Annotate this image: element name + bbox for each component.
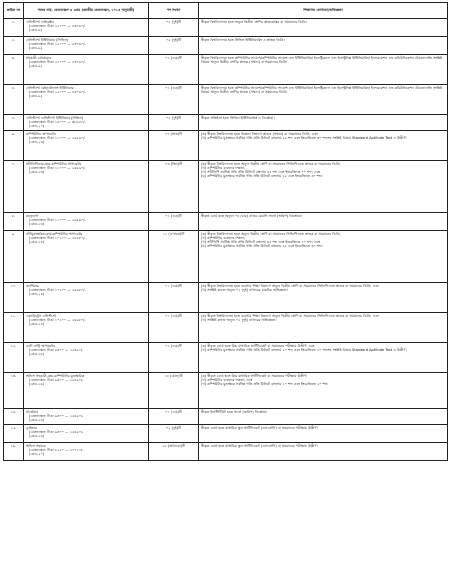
row-post-cell [24, 115, 149, 131]
pay-scale: (বেতনস্কেল: টাকা ১১০০০ — ২৬৫৯০/- [29, 217, 86, 222]
qualification-line: (গ) কম্পিউটার মুদ্রাক্ষরে সর্বনিম্ন গতি প্রতি মিনিটে বাংলায় ২০ শব্দ এবং ইংরেজিতে ২০ শব্দ। [201, 381, 329, 386]
table-row [4, 409, 448, 425]
row-post-cell [24, 313, 149, 343]
qualification-line: (ক) স্বীকৃত বিশ্ববিদ্যালয় হতে বিজ্ঞান বিভাগে স্নাতক (সম্মান) বা সমমানের ডিগ্রি; এবং [201, 131, 318, 136]
pay-scale: (বেতনস্কেল: টাকা ৯৩০০ — ২২৪৯০/- [29, 429, 84, 434]
table-row [4, 213, 448, 231]
grade: (গ্রেড-৯) [29, 27, 42, 32]
row-post-cell [24, 19, 149, 37]
row-post-cell [24, 161, 149, 213]
job-vacancy-table [3, 2, 448, 461]
qualification-line: স্বীকৃত বিশ্ববিদ্যালয় হতে কম্পিউটার সায়েন্স/কম্পিউটার সায়েন্স এন্ড ইঞ্জিনিয়ারিং/ ইলেক্ট্রিক্যাল এন্ড ইলেক্ট্রনিক্স ইঞ্জিনিয়ারিং/ ইনফরমেশন এন্ড কমিউনিকেশন টেকনোলজি সংশ্লিষ্ট বিষয়ে অন্যুন দ্বিতীয় শ্রেণির স্নাতক (সম্মান) বা সমমানের ডিগ্রি। [201, 55, 443, 64]
grade: (গ্রেড-৯) [29, 93, 42, 98]
qualification-line: (ঘ) কম্পিউটার মুদ্রাক্ষরে সর্বনিম্ন গতি প্রতি মিনিটে বাংলায় ২৫ এবং ইংরেজিতে ৩০ শব্দ। [201, 244, 323, 249]
qualification-line: (ঘ) কম্পিউটার মুদ্রাক্ষরে সর্বনিম্ন গতি প্রতি মিনিটে বাংলায় ২৫ এবং ইংরেজিতে ৩০ শব্দ। [201, 174, 323, 179]
row-serial: ৭. [4, 161, 24, 213]
qualification-line: (ক) স্বীকৃত বোর্ড হতে উচ্চ মাধ্যমিক সার্টিফিকেট বা সমমানের পরীক্ষায় উত্তীর্ণ; [201, 373, 308, 378]
post-count: ০১ (এক)টি [149, 313, 199, 343]
table-row [4, 231, 448, 283]
post-name: অফিস সহকারী-কাম-কম্পিউটার মুদ্রাক্ষরিক [26, 373, 85, 378]
qualification-line: (গ) সাঁটলিপি সর্বনিম্ন গতি প্রতি মিনিটে বাংলায় ৪৫ শব্দ এবং ইংরেজিতে ৭০ শব্দ; এবং [201, 239, 321, 244]
grade: (গ্রেড-৯) [29, 45, 42, 50]
pay-scale: (বেতনস্কেল: টাকা ১১০০০ — ২৬৫৯০/- [29, 165, 86, 170]
qualification-line: স্বীকৃত প্রতিষ্ঠান হতে সিভিল ইঞ্জিনিয়ারিং এ ডিপ্লোমা। [201, 115, 275, 120]
qualification-cell [199, 55, 448, 85]
table-header-row [4, 3, 448, 19]
post-count: ১৮ (আঠারো)টি [149, 443, 199, 461]
row-serial: ১৫. [4, 425, 24, 443]
row-serial: ১২. [4, 343, 24, 373]
row-post-cell [24, 85, 149, 115]
post-name: এসিস্ট্যান্ট ডাইরেক্টর [26, 19, 54, 24]
qualification-line: স্বীকৃত বিশ্ববিদ্যালয় হতে কম্পিউটার সায়েন্স/কম্পিউটার সায়েন্স এন্ড ইঞ্জিনিয়ারিং/ ইলেক্ট্রিক্যাল এন্ড ইলেক্ট্রনিক্স ইঞ্জিনিয়ারিং/ ইনফরমেশন এন্ড কমিউনিকেশন টেকনোলজি সংশ্লিষ্ট বিষয়ে অন্যুন দ্বিতীয় শ্রেণির স্নাতক (সম্মান) বা সমমানের ডিগ্রি। [201, 85, 443, 94]
row-post-cell [24, 213, 149, 231]
row-serial: ১৬. [4, 443, 24, 461]
post-count: ০২ (দুই)টি [149, 425, 199, 443]
row-serial: ৯. [4, 231, 24, 283]
qualification-line: (খ) কম্পিউটার মুদ্রাক্ষরে সর্বনিম্ন গতি প্রতি মিনিটে বাংলায় ২০ শব্দ এবং ইংরেজিতে ২০ শব্দসহ সংশ্লিষ্ট বিষয়ে Standard Aptitude Test এ উত্তীর্ণ। [201, 347, 407, 352]
row-post-cell [24, 231, 149, 283]
grade: (গ্রেড-১৪) [29, 239, 45, 244]
table-row [4, 373, 448, 409]
qualification-cell [199, 231, 448, 283]
table-row [4, 443, 448, 461]
row-serial: ১. [4, 19, 24, 37]
qualification-cell [199, 425, 448, 443]
grade: (গ্রেড-৯) [29, 63, 42, 68]
qualification-line: (খ) সংশ্লিষ্ট কাজে অন্যুন ০২ (দুই) বৎসরের অভিজ্ঞতা। [201, 317, 277, 322]
header-post-pay-grade: পদের নাম, বেতনস্কেল ও গ্রেড (জাতীয় বেতনস্কেল, ২০১৫ অনুযায়ী) [24, 3, 149, 19]
post-count: ০১ (এক)টি [149, 55, 199, 85]
pay-scale: (বেতনস্কেল: টাকা ১০২০০ — ২৪৬৮০/- [29, 287, 86, 292]
grade: (গ্রেড-২০) [29, 451, 45, 456]
qualification-line: স্বীকৃত বোর্ড হতে মাধ্যমিক স্কুল সার্টিফিকেট (এসএসসি) বা সমমানের পরীক্ষায় উত্তীর্ণ। [201, 443, 318, 448]
post-count: ০২ (দুই)টি [149, 19, 199, 37]
row-post-cell [24, 343, 149, 373]
qualification-line: (ক) স্বীকৃত বিশ্ববিদ্যালয় হতে অন্যুন দ্বিতীয় শ্রেণি বা সমমানের সিজিপিএতে স্নাতক বা সমমানের ডিগ্রি; [201, 231, 341, 236]
pay-scale: (বেতনস্কেল: টাকা ১০২০০ — ২৪৬৮০/- [29, 235, 86, 240]
grade: (গ্রেড-১৩) [29, 221, 45, 226]
qualification-cell [199, 313, 448, 343]
post-name: সহকারী প্রোগ্রামার [26, 55, 52, 60]
row-post-cell [24, 131, 149, 161]
post-name: একাউন্ট্স এসিস্ট্যান্ট [26, 313, 57, 318]
row-serial: ৮. [4, 213, 24, 231]
grade: (গ্রেড-১৬) [29, 433, 45, 438]
table-row [4, 37, 448, 55]
header-serial: ক্রমিক নং [4, 3, 24, 19]
row-serial: ১০. [4, 283, 24, 313]
qualification-line: (খ) কম্পিউটার মুদ্রাক্ষরে সর্বনিম্ন গতি প্রতি মিনিটে বাংলায় ২৫ শব্দ এবং ইংরেজিতে ৩০ শব্দসহ সংশ্লিষ্ট বিষয়ে Standard Aptitude Test এ উত্তীর্ণ। [201, 135, 407, 140]
post-count: ০১ (এক)টি [149, 343, 199, 373]
row-post-cell [24, 443, 149, 461]
post-name: অফিস সহায়ক [26, 443, 46, 448]
qualification-cell [199, 115, 448, 131]
qualification-line: স্বীকৃত বিশ্ববিদ্যালয় হতে অন্যুন দ্বিতীয় শ্রেণির স্নাতকোত্তর বা সমমানের ডিগ্রি। [201, 19, 307, 24]
table-row [4, 161, 448, 213]
grade: (গ্রেড-১৬) [29, 417, 45, 422]
grade: (গ্রেড-১৬) [29, 351, 45, 356]
table-row [4, 55, 448, 85]
grade: (গ্রেড-১৪) [29, 291, 45, 296]
qualification-line: স্বীকৃত বোর্ড হতে মাধ্যমিক স্কুল সার্টিফিকেট (এসএসসি) বা সমমানের পরীক্ষায় উত্তীর্ণ। [201, 425, 318, 430]
table-row [4, 283, 448, 313]
post-name: সাঁটমুদ্রাক্ষরিক-কাম-কম্পিউটার অপারেটর [26, 231, 83, 236]
qualification-line: স্বীকৃত বিশ্ববিদ্যালয় হতে সিভিল ইঞ্জিনিয়ারিং এ স্নাতক ডিগ্রি। [201, 37, 285, 42]
qualification-cell [199, 37, 448, 55]
row-serial: ২. [4, 37, 24, 55]
table-row [4, 85, 448, 115]
qualification-line: (ক) স্বীকৃত বিশ্ববিদ্যালয় হতে ব্যবসায় শিক্ষা বিভাগে অন্যুন দ্বিতীয় শ্রেণি বা সমমানের সিজিপিএতে স্নাতক বা সমমানের ডিগ্রি; এবং [201, 283, 379, 288]
post-count: ০১ (এক)টি [149, 85, 199, 115]
qualification-line: স্বীকৃত ইনস্টিটিউট হতে সার্ভে (জরিপ) ডিপ্লোমা। [201, 409, 268, 414]
post-count: ০১ (এক)টি [149, 213, 199, 231]
qualification-cell [199, 409, 448, 425]
row-post-cell [24, 283, 149, 313]
qualification-cell [199, 343, 448, 373]
grade: (গ্রেড-১৩) [29, 139, 45, 144]
grade: (গ্রেড-১০) [29, 123, 45, 128]
post-count: ০২ (দুই)টি [149, 37, 199, 55]
qualification-line: (গ) সাঁটলিপি সর্বনিম্ন গতি প্রতি মিনিটে বাংলায় ৪৫ শব্দ এবং ইংরেজিতে ৭০ শব্দ; এবং [201, 169, 321, 174]
qualification-cell [199, 213, 448, 231]
row-serial: ১৩. [4, 373, 24, 409]
qualification-cell [199, 443, 448, 461]
qualification-line: (খ) কম্পিউটার ব্যবহারে দক্ষতা; এবং [201, 377, 253, 382]
pay-scale: (বেতনস্কেল: টাকা ৮২৫০ — ২০০১০/- [29, 447, 84, 452]
qualification-line: (ক) স্বীকৃত বিশ্ববিদ্যালয় হতে ব্যবসায় শিক্ষা বিভাগে অন্যুন দ্বিতীয় শ্রেণি বা সমমানের সিজিপিএতে স্নাতক বা সমমানের ডিগ্রি; এবং [201, 313, 379, 318]
grade: (গ্রেড-১৪) [29, 321, 45, 326]
row-serial: ৫. [4, 115, 24, 131]
row-serial: ৪. [4, 85, 24, 115]
qualification-line: স্বীকৃত বোর্ড হতে অন্যুন ০৪ (চার) বৎসর মেয়াদি সার্ভে (জরিপ) ডিপ্লোমা। [201, 213, 302, 218]
post-name: কানুনগো [26, 213, 39, 218]
qualification-cell [199, 85, 448, 115]
row-serial: ৬. [4, 131, 24, 161]
qualification-line: (খ) কম্পিউটার ব্যবহারে দক্ষতা; [201, 235, 246, 240]
post-name: ড্রাইভার [26, 425, 37, 430]
row-post-cell [24, 425, 149, 443]
pay-scale: (বেতনস্কেল: টাকা ২২০০০ — ৫৩০৬০/- [29, 23, 86, 28]
post-count: ০২ (দুই)টি [149, 115, 199, 131]
post-count: ১১ (এগারো)টি [149, 231, 199, 283]
pay-scale: (বেতনস্কেল: টাকা ১১০০০ — ২৬৫৯০/- [29, 135, 86, 140]
qualification-cell [199, 19, 448, 37]
pay-scale: (বেতনস্কেল: টাকা ১৬০০০ — ৩৮৬৪০/- [29, 119, 86, 124]
pay-scale: (বেতনস্কেল: টাকা ২২০০০ — ৫৩০৬০/- [29, 41, 86, 46]
pay-scale: (বেতনস্কেল: টাকা ৯৩০০ — ২২৪৯০/- [29, 347, 84, 352]
post-name: সার্ভেয়ার [26, 409, 39, 414]
table-row [4, 313, 448, 343]
row-serial: ৩. [4, 55, 24, 85]
qualification-cell [199, 283, 448, 313]
table-row [4, 115, 448, 131]
table-row [4, 425, 448, 443]
qualification-cell [199, 373, 448, 409]
post-name: এসিস্ট্যান্ট মেইনটেন্যান্স ইঞ্জিনিয়ার [26, 85, 74, 90]
pay-scale: (বেতনস্কেল: টাকা ১০২০০ — ২৪৬৮০/- [29, 317, 86, 322]
qualification-cell [199, 161, 448, 213]
post-count: ০১ (এক)টি [149, 409, 199, 425]
pay-scale: (বেতনস্কেল: টাকা ৯৩০০ — ২২৪৯০/- [29, 377, 84, 382]
qualification-line: (খ) কম্পিউটার ব্যবহারে দক্ষতা; [201, 165, 246, 170]
post-count: ০১ (এক)টি [149, 283, 199, 313]
pay-scale: (বেতনস্কেল: টাকা ২২০০০ — ৫৩০৬০/- [29, 59, 86, 64]
row-post-cell [24, 373, 149, 409]
post-name: ডাটা এন্ট্রি অপারেটর [26, 343, 55, 348]
row-post-cell [24, 409, 149, 425]
qualification-line: (খ) সংশ্লিষ্ট কাজে অন্যুন ০২ (দুই) বৎসরের চাকরির অভিজ্ঞতা। [201, 287, 288, 292]
post-count: ১৪ (চৌদ্দ)টি [149, 373, 199, 409]
row-post-cell [24, 55, 149, 85]
qualification-line: (ক) স্বীকৃত বোর্ড হতে উচ্চ মাধ্যমিক সার্টিফিকেট বা সমমানের পরীক্ষায় উত্তীর্ণ; এবং [201, 343, 315, 348]
post-name: কম্পিউটার অপারেটর [26, 131, 56, 136]
pay-scale: (বেতনস্কেল: টাকা ২২০০০ — ৫৩০৬০/- [29, 89, 86, 94]
grade: (গ্রেড-১৩) [29, 169, 45, 174]
post-name: ক্যাশিয়ার [26, 283, 39, 288]
qualification-cell [199, 131, 448, 161]
table-body [4, 19, 448, 461]
row-serial: ১৪. [4, 409, 24, 425]
post-name: সাঁটলিপিকার-কাম-কম্পিউটার অপারেটর [26, 161, 82, 166]
post-count: ০৩ (তিন)টি [149, 161, 199, 213]
row-post-cell [24, 37, 149, 55]
table-row [4, 343, 448, 373]
table-row [4, 19, 448, 37]
header-qualification: শিক্ষাগত যোগ্যতা/অভিজ্ঞতা [199, 3, 448, 19]
header-post-count: পদ সংখ্যা [149, 3, 199, 19]
post-name: এসিস্ট্যান্ট এসিস্ট্যান্ট ইঞ্জিনিয়ার (সিভিল) [26, 115, 84, 120]
pay-scale: (বেতনস্কেল: টাকা ৯৩০০ — ২২৪৯০/- [29, 413, 84, 418]
post-name: এসিস্ট্যান্ট ইঞ্জিনিয়ার (সিভিল) [26, 37, 69, 42]
row-serial: ১১. [4, 313, 24, 343]
grade: (গ্রেড-১৬) [29, 381, 45, 386]
table-row [4, 131, 448, 161]
post-count: ০৭ (সাত)টি [149, 131, 199, 161]
qualification-line: (ক) স্বীকৃত বিশ্ববিদ্যালয় হতে অন্যুন দ্বিতীয় শ্রেণি বা সমমানের সিজিপিএতে স্নাতক বা সমমানের ডিগ্রি; [201, 161, 341, 166]
